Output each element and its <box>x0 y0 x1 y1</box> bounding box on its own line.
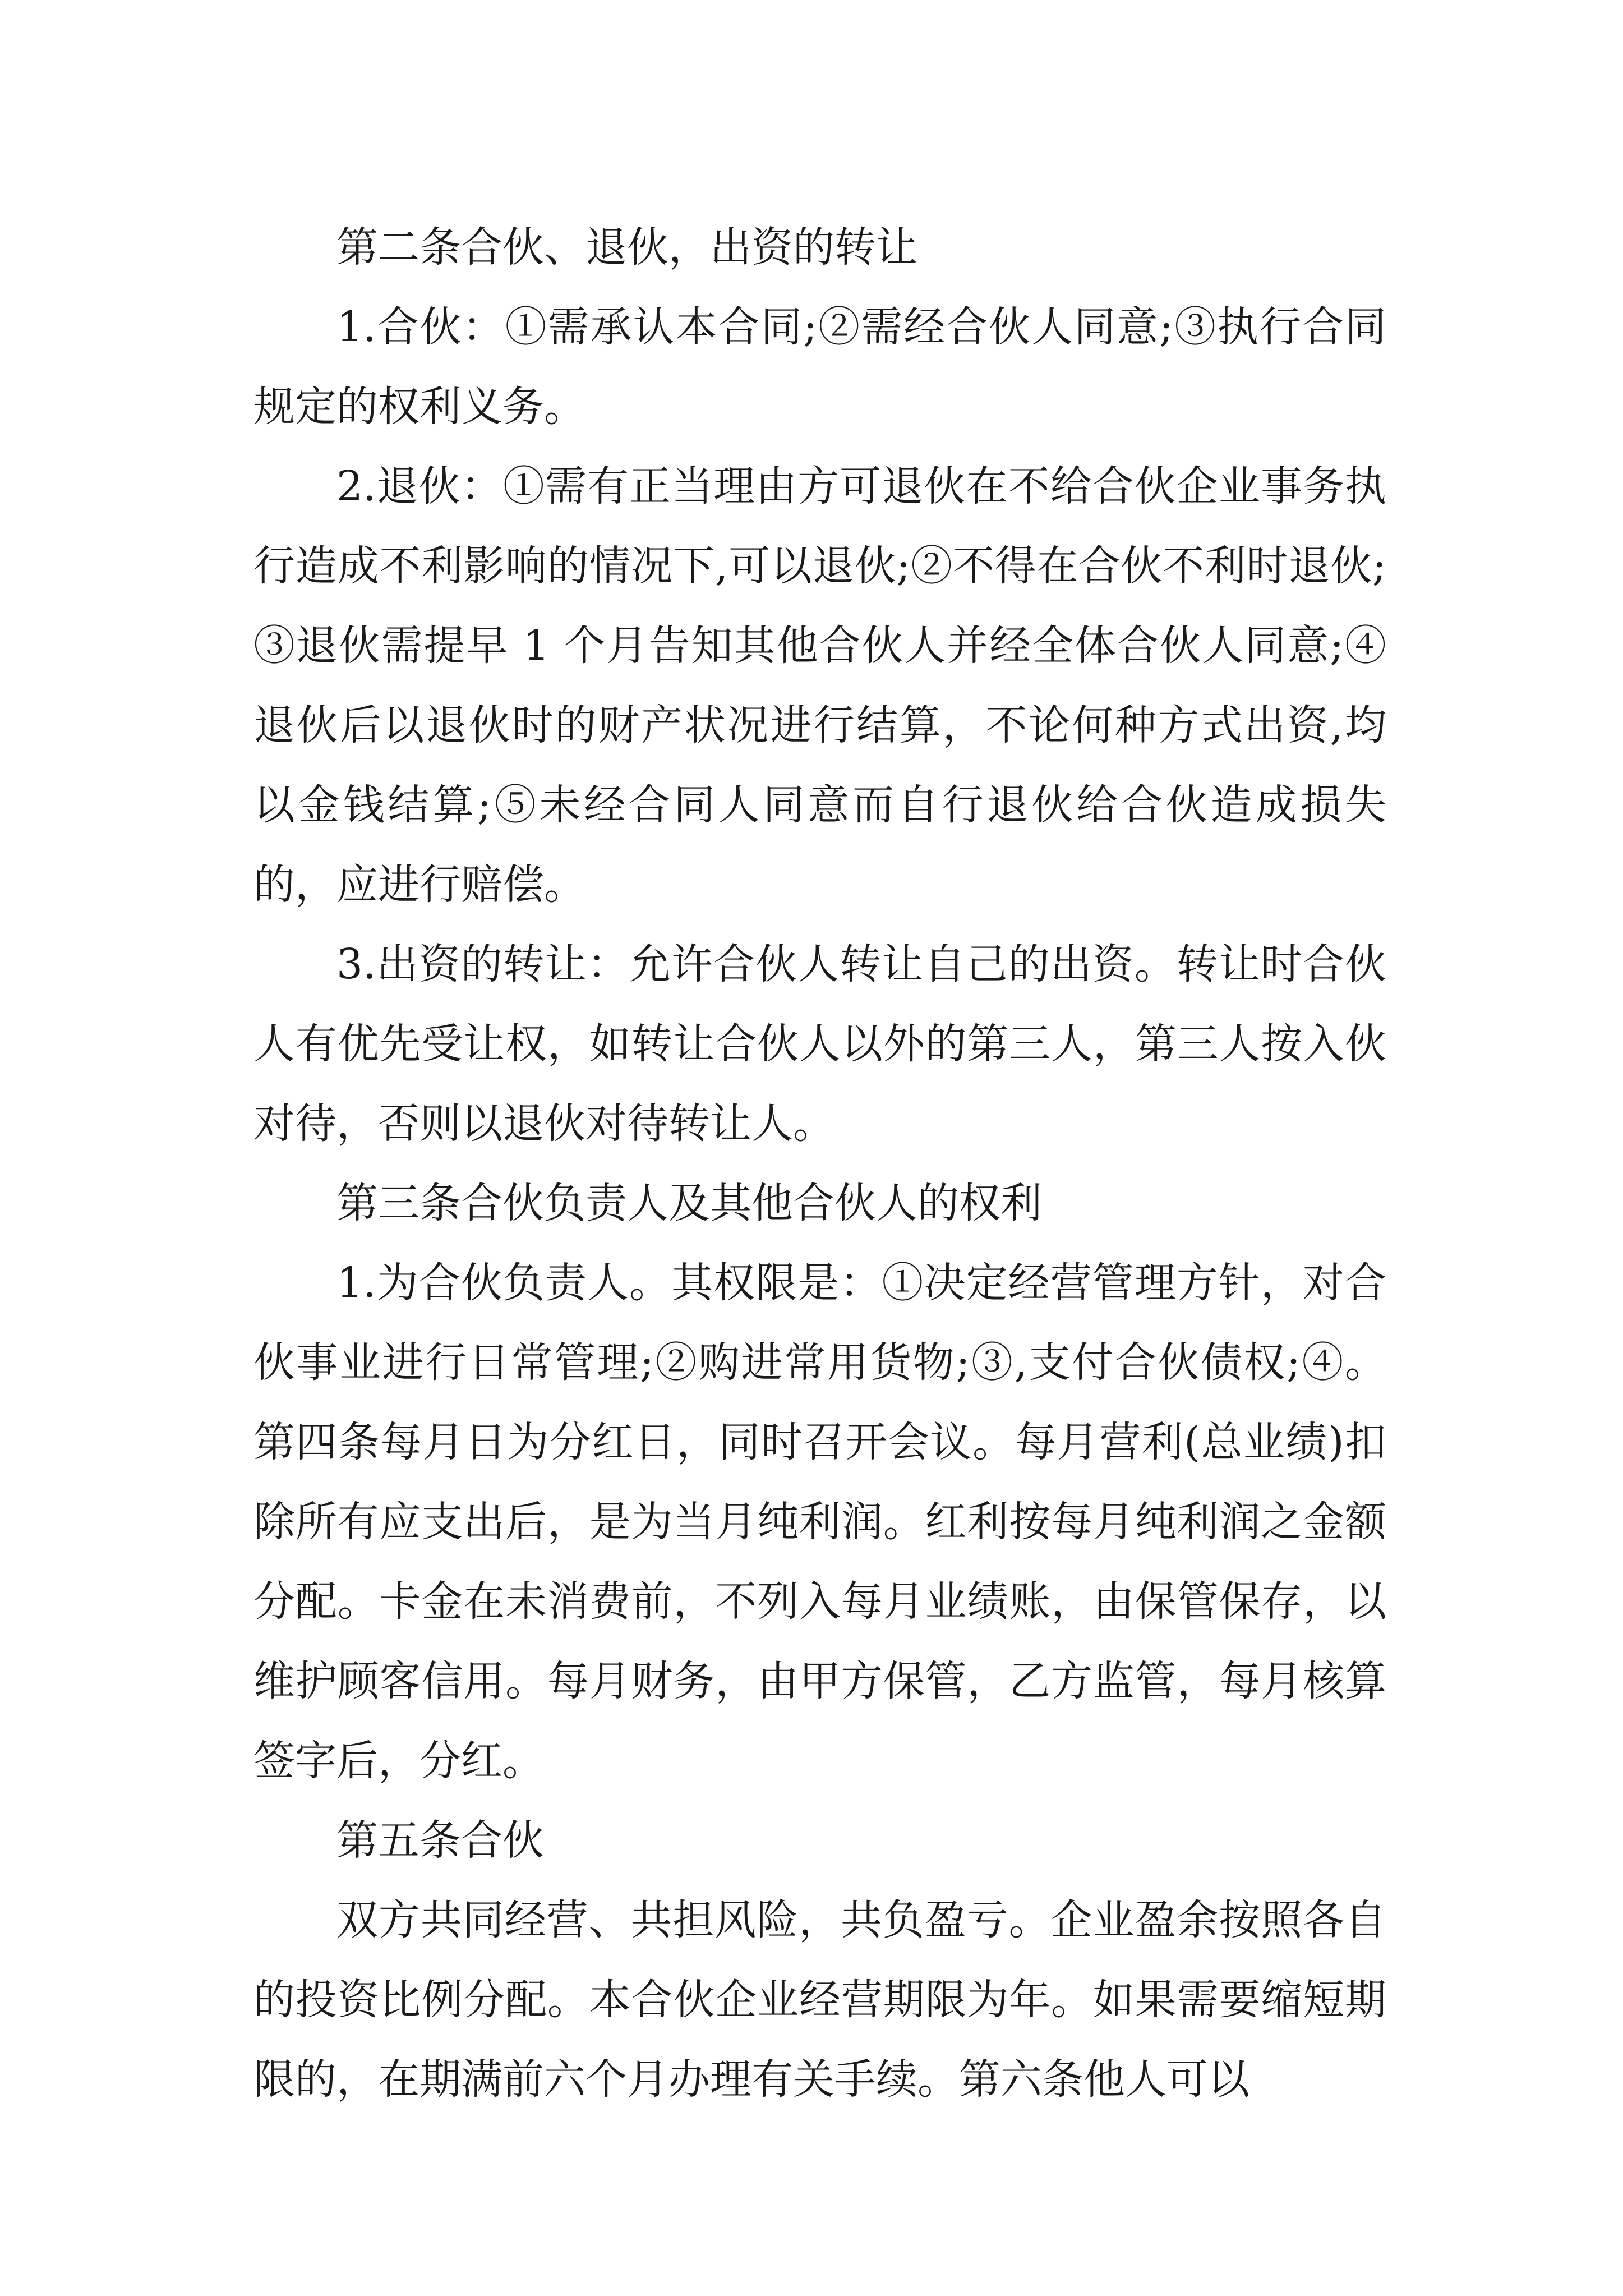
section-heading-article-2: 第二条合伙、退伙，出资的转让 <box>336 223 917 272</box>
document-body <box>253 208 1386 2119</box>
section-heading-article-5: 第五条合伙 <box>336 1816 544 1865</box>
paragraph-capital-transfer: 3.出资的转让：允许合伙人转让自己的出资。转让时合伙人有优先受让权，如转让合伙人以外的第三人，第三人按入伙对待，否则以退伙对待转让人。 <box>253 940 1386 1148</box>
paragraph-joint-operation: 双方共同经营、共担风险，共负盈亏。企业盈余按照各自的投资比例分配。本合伙企业经营期限为年。如果需要缩短期限的，在期满前六个月办理有关手续。第六条他人可以 <box>253 1896 1386 2104</box>
paragraph-joining: 1.合伙：①需承认本合同;②需经合伙人同意;③执行合同规定的权利义务。 <box>253 303 1386 431</box>
section-heading-article-3: 第三条合伙负责人及其他合伙人的权利 <box>336 1179 1042 1227</box>
paragraph-withdrawal: 2.退伙：①需有正当理由方可退伙在不给合伙企业事务执行造成不利影响的情况下,可以退伙;②不得在合伙不利时退伙;③退伙需提早 1 个月告知其他合伙人并经全体合伙人同意;④退伙后以退伙时的财产状况进行结算，不论何种方式出资,均以金钱结算;⑤未经合同人同意而自行退伙给合伙造成损失的，应进行赔偿。 <box>253 462 1386 909</box>
paragraph-responsible-partner: 1.为合伙负责人。其权限是：①决定经营管理方针，对合伙事业进行日常管理;②购进常用货物;③,支付合伙债权;④。第四条每月日为分红日，同时召开会议。每月营利(总业绩)扣除所有应支出后，是为当月纯利润。红利按每月纯利润之金额分配。卡金在未消费前，不列入每月业绩账，由保管保存，以维护顾客信用。每月财务，由甲方保管，乙方监管，每月核算签字后，分红。 <box>253 1259 1386 1785</box>
